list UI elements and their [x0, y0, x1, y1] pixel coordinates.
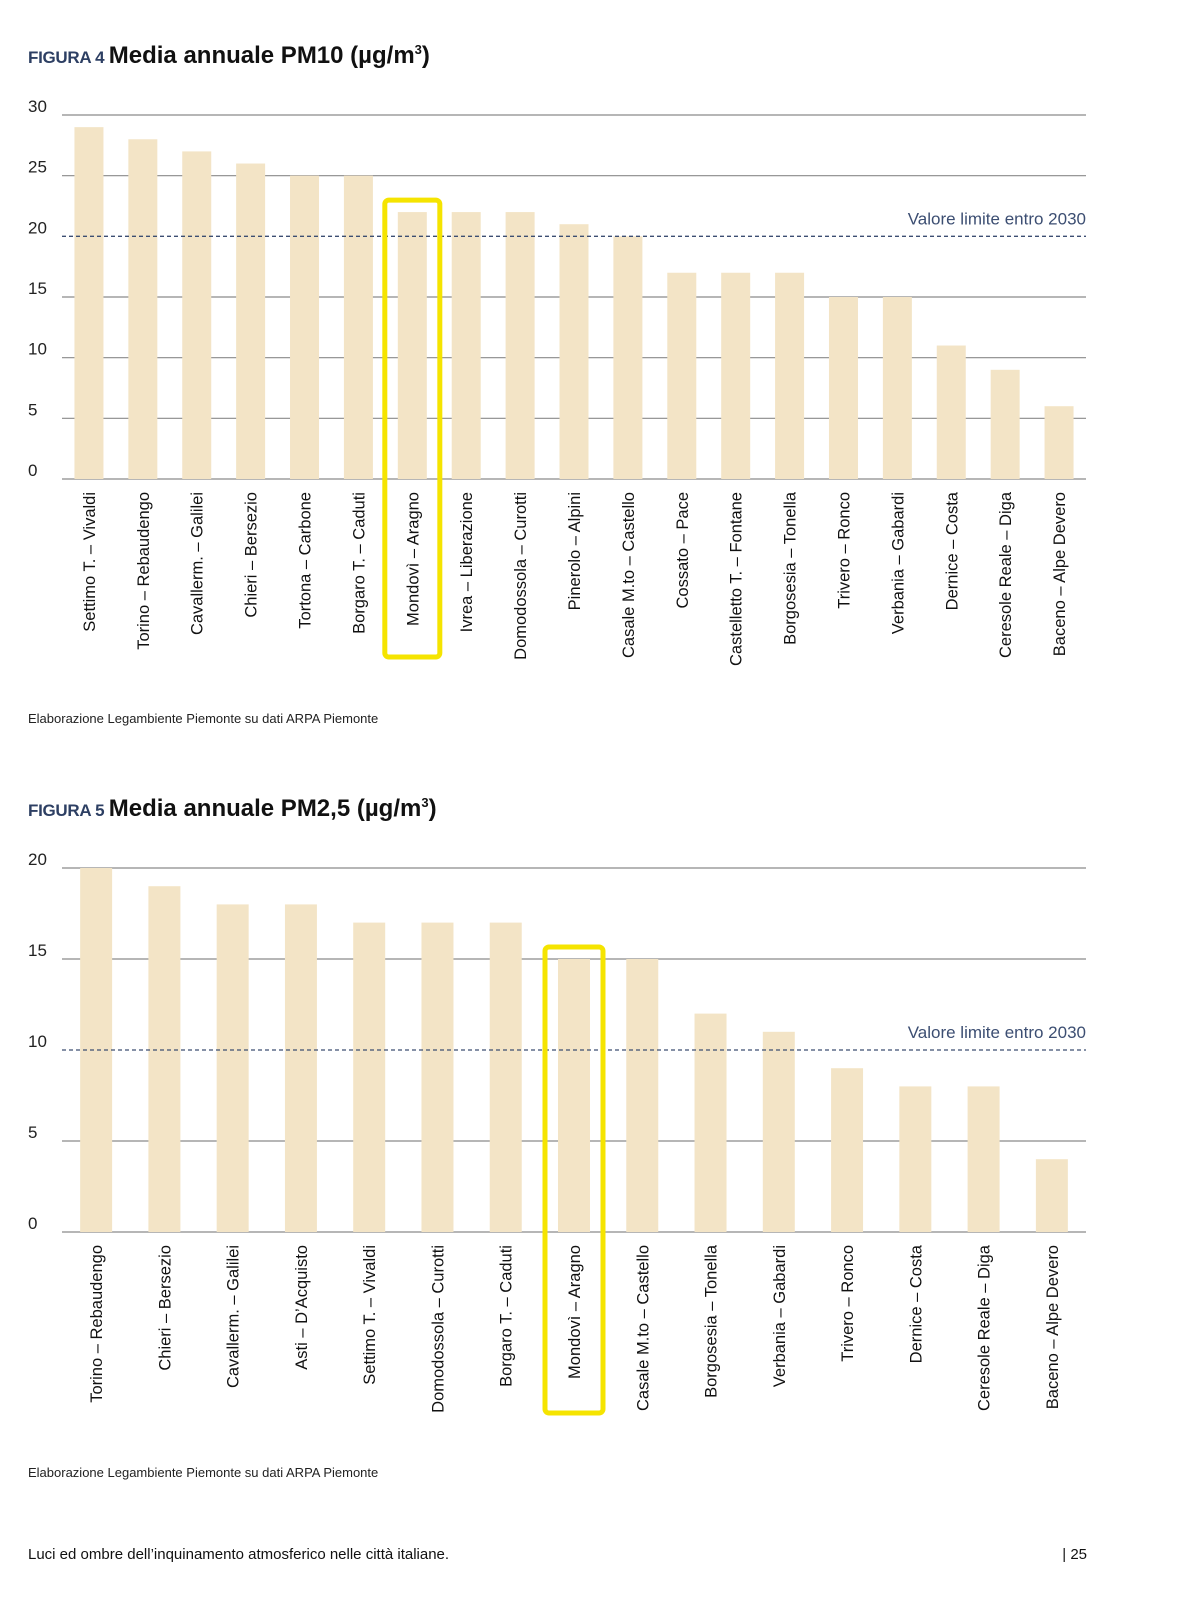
figure-5-label: FIGURA 5	[28, 801, 105, 820]
bar	[763, 1032, 795, 1232]
category-label: Cossato – Pace	[673, 492, 692, 609]
category-label: Verbania – Gabardi	[770, 1245, 789, 1388]
y-tick-label: 10	[28, 1032, 47, 1051]
category-label: Dernice – Costa	[943, 492, 962, 611]
bar	[968, 1086, 1000, 1232]
bar	[695, 1014, 727, 1232]
category-label: Ivrea – Liberazione	[458, 492, 477, 633]
category-label: Settimo T. – Vivaldi	[80, 492, 99, 632]
bar	[353, 923, 385, 1232]
y-tick-label: 0	[28, 461, 38, 480]
category-label: Casale M.to – Castello	[634, 1245, 653, 1411]
category-label: Torino – Rebaudengo	[88, 1245, 107, 1403]
bar	[285, 904, 317, 1232]
limit-label: Valore limite entro 2030	[907, 209, 1086, 229]
y-tick-label: 5	[28, 400, 38, 420]
figure-4-source: Elaborazione Legambiente Piemonte su dati ARPA Piemonte	[28, 711, 379, 726]
category-label: Dernice – Costa	[907, 1245, 926, 1364]
y-tick-label: 15	[28, 941, 47, 960]
category-label: Tortona – Carbone	[296, 492, 315, 629]
footer-page-number: | 25	[1062, 1546, 1087, 1563]
category-label: Mondovì – Aragno	[566, 1245, 584, 1379]
y-tick-label: 5	[28, 1123, 38, 1142]
category-label: Trivero – Ronco	[839, 1245, 858, 1362]
bar	[421, 923, 453, 1232]
category-label: Cavallerm. – Galilei	[224, 1245, 243, 1389]
category-label: Chieri – Bersezio	[242, 492, 261, 618]
category-label: Cavallerm. – Galilei	[188, 492, 207, 636]
category-label: Settimo T. – Vivaldi	[361, 1245, 380, 1385]
figure-4-label: FIGURA 4	[28, 48, 105, 67]
y-tick-label: 0	[28, 1214, 38, 1233]
y-tick-label: 10	[28, 339, 47, 359]
category-label: Chieri – Bersezio	[156, 1245, 175, 1371]
category-label: Pinerolo – Alpini	[566, 492, 584, 611]
category-label: Baceno – Alpe Devero	[1043, 1245, 1062, 1410]
category-label: Trivero – Ronco	[835, 492, 854, 609]
category-label: Torino – Rebaudengo	[134, 492, 153, 650]
bar	[217, 904, 249, 1232]
category-label: Domodossola – Curotti	[512, 492, 531, 660]
category-label: Mondovì – Aragno	[404, 492, 423, 626]
bar	[1036, 1159, 1068, 1232]
bar	[490, 923, 522, 1232]
category-label: Borgosesia – Tonella	[781, 492, 800, 645]
bar	[899, 1086, 931, 1232]
y-tick-label: 30	[28, 97, 47, 116]
bar	[831, 1068, 863, 1232]
category-label: Borgosesia – Tonella	[702, 1245, 721, 1398]
figure-5-name: Media annuale PM2,5 $(\mu g/m^3)$	[108, 795, 437, 822]
category-label: Casale M.to – Castello	[619, 492, 638, 658]
limit-label: Valore limite entro 2030	[907, 1023, 1086, 1042]
category-label: Verbania – Gabardi	[889, 492, 908, 635]
category-label: Borgaro T. – Caduti	[350, 492, 369, 634]
figure-5-source: Elaborazione Legambiente Piemonte su dati ARPA Piemonte	[28, 1465, 379, 1480]
category-label: Domodossola – Curotti	[429, 1245, 448, 1413]
category-label: Baceno – Alpe Devero	[1051, 492, 1070, 657]
y-tick-label: 15	[28, 279, 47, 298]
bar	[148, 886, 180, 1232]
category-label: Castelletto T. – Fontane	[727, 492, 746, 666]
bar	[626, 959, 658, 1232]
figure-4-name: Media annuale PM10 $(\mu g/m^3)$	[108, 42, 430, 69]
category-label: Asti – D’Acquisto	[292, 1245, 311, 1370]
category-label: Borgaro T. – Caduti	[497, 1245, 516, 1387]
y-tick-label: 25	[28, 157, 47, 177]
category-label: Ceresole Reale – Diga	[997, 492, 1016, 659]
y-tick-label: 20	[28, 218, 47, 238]
bar	[558, 959, 590, 1232]
category-label: Ceresole Reale – Diga	[975, 1245, 994, 1412]
footer-document-title: Luci ed ombre dell’inquinamento atmosferico nelle città italiane.	[28, 1546, 450, 1563]
y-tick-label: 20	[28, 850, 47, 869]
